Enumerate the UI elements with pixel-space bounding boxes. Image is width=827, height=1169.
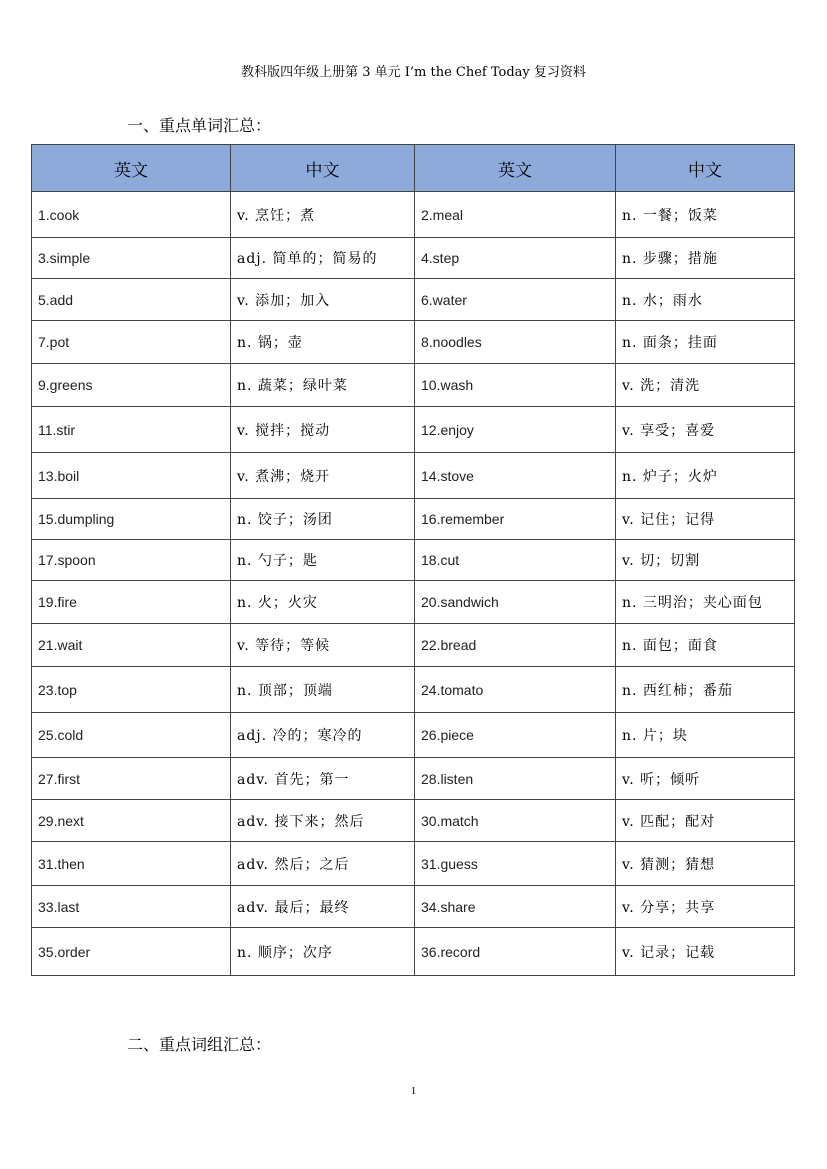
english-word-cell: 20.sandwich	[415, 581, 616, 624]
english-word-cell: 21.wait	[32, 624, 231, 667]
english-word-cell: 36.record	[415, 928, 616, 976]
page-header: 教科版四年级上册第 3 单元 I’m the Chef Today 复习资料	[241, 65, 586, 80]
chinese-meaning-cell: v. 分享；共享	[616, 886, 795, 928]
english-word-cell: 29.next	[32, 800, 231, 842]
table-header-row	[32, 145, 795, 192]
table-row	[32, 886, 795, 928]
english-word-cell: 5.add	[32, 279, 231, 321]
english-word-cell: 31.then	[32, 842, 231, 886]
chinese-meaning-cell: n. 火；火灾	[231, 581, 415, 624]
table-row	[32, 667, 795, 713]
table-row	[32, 364, 795, 407]
english-word-cell: 11.stir	[32, 407, 231, 453]
english-word-cell: 4.step	[415, 238, 616, 279]
section-title-phrases: 二、重点词组汇总：	[127, 1035, 272, 1054]
chinese-meaning-cell: adj. 简单的；简易的	[231, 238, 415, 279]
english-word-cell: 28.listen	[415, 758, 616, 800]
english-word-cell: 6.water	[415, 279, 616, 321]
chinese-meaning-cell: n. 一餐；饭菜	[616, 192, 795, 238]
english-word-cell: 24.tomato	[415, 667, 616, 713]
chinese-meaning-cell: adv. 首先；第一	[231, 758, 415, 800]
table-row	[32, 624, 795, 667]
english-word-cell: 13.boil	[32, 453, 231, 499]
chinese-meaning-cell: adv. 接下来；然后	[231, 800, 415, 842]
english-word-cell: 15.dumpling	[32, 499, 231, 540]
page-number: 1	[410, 1085, 417, 1097]
chinese-meaning-cell: v. 添加；加入	[231, 279, 415, 321]
chinese-meaning-cell: n. 片；块	[616, 713, 795, 758]
table-row	[32, 453, 795, 499]
chinese-meaning-cell: adv. 最后；最终	[231, 886, 415, 928]
table-row	[32, 842, 795, 886]
english-word-cell: 35.order	[32, 928, 231, 976]
table-row	[32, 758, 795, 800]
chinese-meaning-cell: adv. 然后；之后	[231, 842, 415, 886]
header-english-2: 英文	[415, 145, 616, 192]
english-word-cell: 23.top	[32, 667, 231, 713]
vocabulary-table	[31, 144, 795, 976]
english-word-cell: 33.last	[32, 886, 231, 928]
table-row	[32, 407, 795, 453]
english-word-cell: 31.guess	[415, 842, 616, 886]
chinese-meaning-cell: v. 匹配；配对	[616, 800, 795, 842]
english-word-cell: 17.spoon	[32, 540, 231, 581]
table-row	[32, 238, 795, 279]
english-word-cell: 1.cook	[32, 192, 231, 238]
chinese-meaning-cell: v. 搅拌；搅动	[231, 407, 415, 453]
english-word-cell: 26.piece	[415, 713, 616, 758]
table-row	[32, 800, 795, 842]
english-word-cell: 22.bread	[415, 624, 616, 667]
chinese-meaning-cell: adj. 冷的；寒冷的	[231, 713, 415, 758]
english-word-cell: 19.fire	[32, 581, 231, 624]
chinese-meaning-cell: v. 烹饪；煮	[231, 192, 415, 238]
english-word-cell: 18.cut	[415, 540, 616, 581]
chinese-meaning-cell: v. 等待；等候	[231, 624, 415, 667]
header-chinese-2: 中文	[616, 145, 795, 192]
table-row	[32, 928, 795, 976]
chinese-meaning-cell: n. 顺序；次序	[231, 928, 415, 976]
table-row	[32, 499, 795, 540]
chinese-meaning-cell: n. 炉子；火炉	[616, 453, 795, 499]
header-english-1: 英文	[32, 145, 231, 192]
chinese-meaning-cell: v. 猜测；猜想	[616, 842, 795, 886]
table-row	[32, 540, 795, 581]
table-row	[32, 192, 795, 238]
english-word-cell: 10.wash	[415, 364, 616, 407]
english-word-cell: 2.meal	[415, 192, 616, 238]
table-row	[32, 713, 795, 758]
chinese-meaning-cell: n. 水；雨水	[616, 279, 795, 321]
english-word-cell: 25.cold	[32, 713, 231, 758]
chinese-meaning-cell: n. 三明治；夹心面包	[616, 581, 795, 624]
chinese-meaning-cell: n. 面条；挂面	[616, 321, 795, 364]
table-row	[32, 321, 795, 364]
header-chinese-1: 中文	[231, 145, 415, 192]
english-word-cell: 27.first	[32, 758, 231, 800]
english-word-cell: 34.share	[415, 886, 616, 928]
chinese-meaning-cell: v. 记住；记得	[616, 499, 795, 540]
english-word-cell: 12.enjoy	[415, 407, 616, 453]
section-title-vocabulary: 一、重点单词汇总：	[127, 116, 272, 135]
table-row	[32, 581, 795, 624]
chinese-meaning-cell: v. 煮沸；烧开	[231, 453, 415, 499]
english-word-cell: 3.simple	[32, 238, 231, 279]
english-word-cell: 14.stove	[415, 453, 616, 499]
chinese-meaning-cell: n. 饺子；汤团	[231, 499, 415, 540]
english-word-cell: 16.remember	[415, 499, 616, 540]
table-row	[32, 279, 795, 321]
chinese-meaning-cell: n. 顶部；顶端	[231, 667, 415, 713]
chinese-meaning-cell: v. 洗；清洗	[616, 364, 795, 407]
chinese-meaning-cell: n. 锅；壶	[231, 321, 415, 364]
chinese-meaning-cell: n. 面包；面食	[616, 624, 795, 667]
chinese-meaning-cell: n. 勺子；匙	[231, 540, 415, 581]
chinese-meaning-cell: n. 西红柿；番茄	[616, 667, 795, 713]
english-word-cell: 9.greens	[32, 364, 231, 407]
english-word-cell: 30.match	[415, 800, 616, 842]
chinese-meaning-cell: v. 记录；记载	[616, 928, 795, 976]
chinese-meaning-cell: v. 享受；喜爱	[616, 407, 795, 453]
chinese-meaning-cell: v. 听；倾听	[616, 758, 795, 800]
chinese-meaning-cell: n. 步骤；措施	[616, 238, 795, 279]
english-word-cell: 8.noodles	[415, 321, 616, 364]
english-word-cell: 7.pot	[32, 321, 231, 364]
chinese-meaning-cell: v. 切；切割	[616, 540, 795, 581]
chinese-meaning-cell: n. 蔬菜；绿叶菜	[231, 364, 415, 407]
